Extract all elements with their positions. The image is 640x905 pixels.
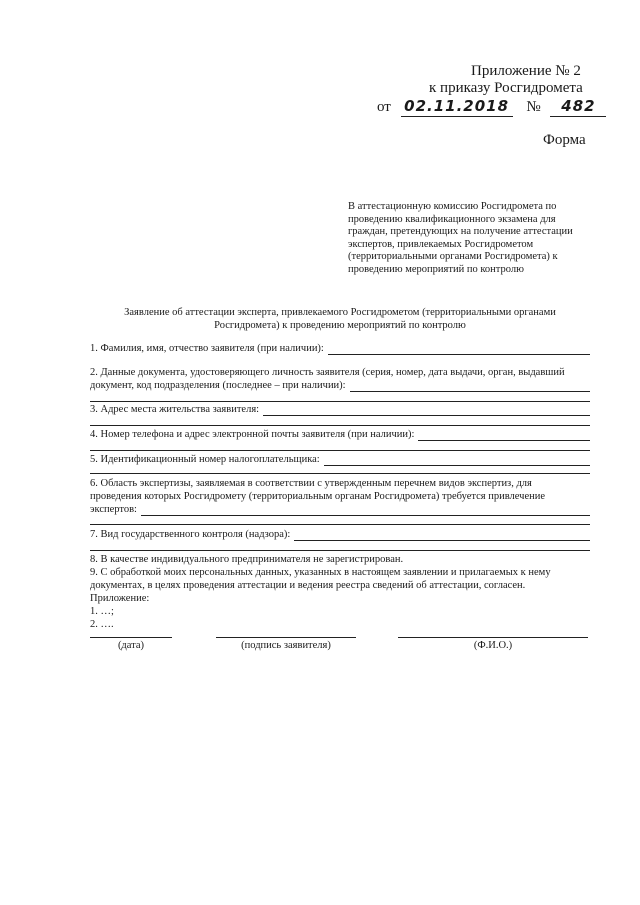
signature-caption: (подпись заявителя) [241, 640, 331, 651]
field-full-name [90, 342, 590, 355]
addressee-line: В аттестационную комиссию Росгидромета по [348, 201, 557, 212]
field-expertise-label-1: 6. Область экспертизы, заявляемая в соответствии с утвержденным перечнем видов экспертиз, для [90, 478, 532, 489]
id-document-input-line[interactable] [350, 380, 590, 392]
full-name-caption: (Ф.И.О.) [473, 640, 513, 651]
field-expertise-label-2: проведения которых Росгидромету (территориальным органам Росгидромета) требуется привлечение [90, 491, 545, 502]
addressee-line: экспертов, привлекаемых Росгидрометом [348, 238, 534, 250]
field-full-name-label: 1. Фамилия, имя, отчество заявителя (при наличии): [90, 343, 324, 354]
number-prefix: № [526, 99, 541, 115]
field-consent [90, 566, 590, 592]
application-title [90, 306, 590, 332]
field-inn-label: 5. Идентификационный номер налогоплательщика: [90, 454, 320, 465]
order-number-handwritten: 482 [561, 97, 596, 115]
appendix-number: Приложение № 2 [471, 63, 581, 79]
expertise-input-line[interactable] [141, 504, 590, 516]
field-control-type-label: 7. Вид государственного контроля (надзора): [90, 529, 291, 540]
attachments-block [90, 592, 590, 631]
attachments-label: Приложение: [90, 593, 150, 604]
field-expertise-area [90, 477, 590, 516]
address-input-line[interactable] [263, 404, 590, 416]
date-signature-line[interactable] [90, 637, 172, 638]
field-address [90, 403, 590, 416]
full-name-input-line[interactable] [328, 343, 590, 355]
full-name-signature-line[interactable] [398, 637, 588, 638]
attachment-item-2: 2. …. [90, 619, 114, 630]
control-type-extra-line[interactable] [90, 550, 590, 551]
field-not-registered: 8. В качестве индивидуального предпринимателя не зарегистрирован. [90, 554, 404, 565]
field-control-type [90, 528, 590, 541]
field-expertise-label-3: экспертов: [90, 504, 137, 515]
inn-input-line[interactable] [324, 454, 590, 466]
date-caption: (дата) [117, 640, 145, 651]
date-prefix: от [377, 99, 391, 115]
field-contacts [90, 428, 590, 441]
addressee-line: проведению квалификационного экзамена для [348, 213, 556, 225]
field-id-document [90, 366, 590, 392]
control-type-input-line[interactable] [294, 529, 590, 541]
applicant-signature-line[interactable] [216, 637, 356, 638]
field-id-document-label-2: документ, код подразделения (последнее – при наличии): [90, 380, 346, 391]
order-reference: к приказу Росгидромета [429, 80, 583, 96]
field-id-document-label-1: 2. Данные документа, удостоверяющего личность заявителя (серия, номер, дата выдачи, орган, выдавший [90, 367, 565, 378]
address-extra-line[interactable] [90, 425, 590, 426]
contacts-extra-line[interactable] [90, 450, 590, 451]
field-contacts-label: 4. Номер телефона и адрес электронной почты заявителя (при наличии): [90, 429, 415, 440]
field-consent-label-2: документах, в целях проведения аттестации и ведения реестра сведений об аттестации, согласен. [90, 580, 526, 591]
title-line-2: Росгидромета) к проведению мероприятий по контролю [214, 320, 466, 331]
field-address-label: 3. Адрес места жительства заявителя: [90, 404, 260, 415]
field-inn [90, 453, 590, 466]
expertise-extra-line[interactable] [90, 524, 590, 525]
field-consent-label-1: 9. С обработкой моих персональных данных, указанных в настоящем заявлении и прилагаемых к нему [90, 567, 551, 578]
addressee-line: проведению мероприятий по контролю [348, 263, 524, 275]
title-line-1: Заявление об аттестации эксперта, привлекаемого Росгидрометом (территориальными органами [124, 307, 556, 318]
addressee-block [348, 201, 588, 277]
order-date-handwritten: 02.11.2018 [404, 97, 510, 115]
order-number-value [550, 97, 606, 117]
order-date-line [377, 97, 606, 117]
inn-extra-line[interactable] [90, 473, 590, 474]
id-document-extra-line[interactable] [90, 401, 590, 402]
attachment-item-1: 1. …; [90, 606, 114, 617]
addressee-line: граждан, претендующих на получение аттестации [348, 226, 573, 238]
addressee-line: (территориальными органами Росгидромета) к [348, 251, 558, 263]
contacts-input-line[interactable] [418, 429, 590, 441]
form-label: Форма [543, 132, 586, 148]
order-date-value [401, 97, 513, 117]
